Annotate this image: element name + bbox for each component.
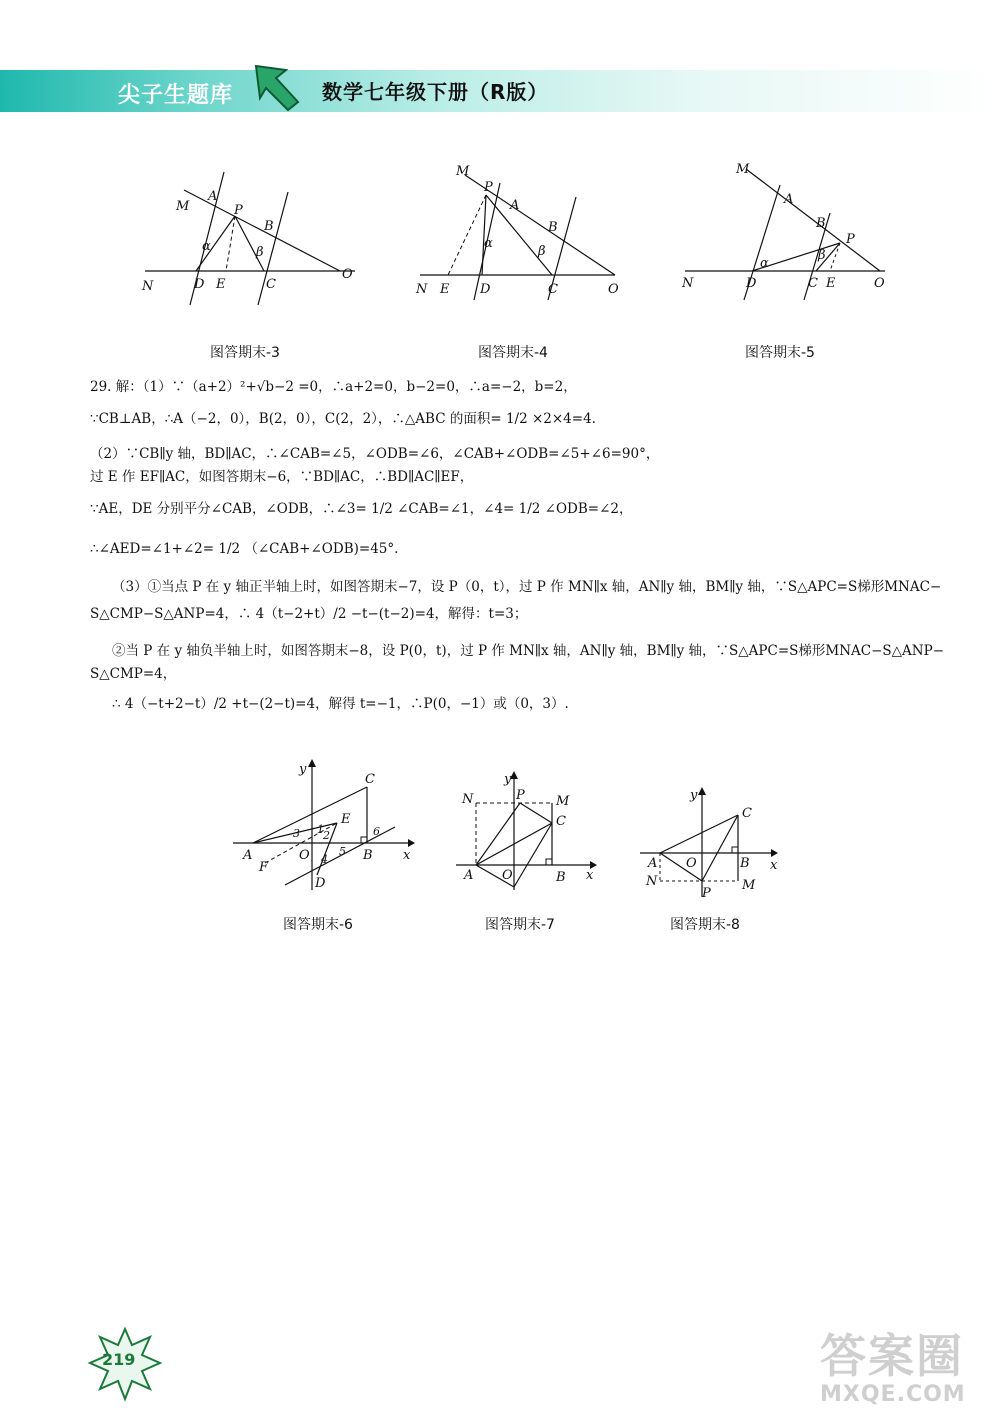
figure-final-8 <box>638 785 788 905</box>
figure-final-3 <box>140 160 370 310</box>
label-M: M <box>736 162 750 177</box>
label-beta: β <box>256 245 264 260</box>
figure-final-7 <box>452 765 612 895</box>
label-x: x <box>770 858 778 873</box>
label-M: M <box>556 794 570 809</box>
label-O: O <box>299 848 310 863</box>
figure-caption: 图答期末-4 <box>478 345 548 361</box>
solution-line-10: S△CMP=4， <box>90 666 177 682</box>
label-O: O <box>502 868 513 883</box>
label-B: B <box>740 856 750 871</box>
label-y: y <box>504 772 512 787</box>
label-D: D <box>480 282 491 297</box>
label-C: C <box>556 814 566 829</box>
brand-title: 尖子生题库 <box>118 83 234 108</box>
label-alpha: α <box>760 256 769 271</box>
label-E: E <box>440 282 450 297</box>
label-C: C <box>548 282 558 297</box>
watermark-logo: 答案圈 <box>820 1329 964 1383</box>
label-A: A <box>510 198 520 213</box>
page-number: 219 <box>102 1350 136 1369</box>
label-beta: β <box>538 244 546 259</box>
label-D: D <box>746 276 757 291</box>
label-6: 6 <box>373 825 380 838</box>
label-D: D <box>194 277 205 292</box>
label-y: y <box>690 788 698 803</box>
figure-final-4 <box>410 155 630 305</box>
label-C: C <box>266 277 276 292</box>
label-O: O <box>342 267 353 282</box>
label-P: P <box>234 203 243 218</box>
page-header <box>0 62 1000 120</box>
label-P: P <box>846 232 855 247</box>
label-N: N <box>646 874 658 889</box>
figure-caption: 图答期末-7 <box>485 917 555 933</box>
label-B: B <box>264 219 274 234</box>
label-D: D <box>315 876 326 891</box>
solution-line-1: 29. 解：（1）∵（a+2）²+√b−2 =0，∴a+2=0，b−2=0，∴a=−2，b=2， <box>90 379 577 395</box>
book-title: 数学七年级下册（R版） <box>322 80 549 104</box>
label-C: C <box>365 772 375 787</box>
label-P: P <box>516 788 525 803</box>
solution-line-8: S△CMP−S△ANP=4，∴ 4（t−2+t）/2 −t−(t−2)=4，解得：t=3； <box>90 606 528 622</box>
label-N: N <box>682 276 694 291</box>
label-2: 2 <box>323 829 330 842</box>
label-alpha: α <box>202 239 211 254</box>
figure-caption: 图答期末-3 <box>210 345 280 361</box>
solution-line-5: ∵AE，DE 分别平分∠CAB，∠ODB，∴∠3= 1/2 ∠CAB=∠1，∠4= 1/2 ∠ODB=∠2， <box>90 501 633 517</box>
label-3: 3 <box>293 827 300 840</box>
label-A: A <box>208 189 218 204</box>
label-B: B <box>548 220 558 235</box>
label-A: A <box>243 848 253 863</box>
label-1: 1 <box>317 823 324 836</box>
label-N: N <box>462 792 474 807</box>
label-P: P <box>702 886 711 901</box>
label-F: F <box>259 860 269 875</box>
solution-line-11: ∴ 4（−t+2−t）/2 +t−(2−t)=4，解得 t=−1，∴P(0，−1）或（0，3）. <box>112 696 569 712</box>
label-y: y <box>299 762 307 777</box>
label-O: O <box>686 856 697 871</box>
figure-final-6 <box>225 755 425 895</box>
figure-final-5 <box>680 155 900 305</box>
figure-caption: 图答期末-6 <box>283 917 353 933</box>
solution-line-2: ∵CB⊥AB，∴A（−2，0），B(2，0），C(2，2），∴△ABC 的面积= 1/2 ×2×4=4. <box>90 411 596 427</box>
watermark-url: MXQE.COM <box>820 1382 966 1407</box>
solution-line-3: （2）∵CB∥y 轴，BD∥AC，∴∠CAB=∠5，∠ODB=∠6，∠CAB+∠ODB=∠5+∠6=90°， <box>90 446 660 462</box>
label-A: A <box>648 856 658 871</box>
label-alpha: α <box>484 236 493 251</box>
figure-caption: 图答期末-5 <box>745 345 815 361</box>
label-M: M <box>742 878 756 893</box>
label-5: 5 <box>339 845 346 858</box>
label-B: B <box>556 870 566 885</box>
label-C: C <box>808 276 818 291</box>
figure-caption: 图答期末-8 <box>670 917 740 933</box>
arrow-icon <box>252 62 304 114</box>
label-E: E <box>216 277 226 292</box>
label-A: A <box>464 868 474 883</box>
label-B: B <box>363 848 373 863</box>
label-E: E <box>341 812 351 827</box>
solution-line-9: ②当 P 在 y 轴负半轴上时，如图答期末−8，设 P(0，t)，过 P 作 MN∥x 轴，AN∥y 轴，BM∥y 轴，∵S△APC=S梯形MNAC−S△ANP− <box>112 643 945 659</box>
label-O: O <box>874 276 885 291</box>
label-beta: β <box>818 248 826 263</box>
label-N: N <box>142 279 154 294</box>
label-O: O <box>608 282 619 297</box>
label-E: E <box>826 276 836 291</box>
label-M: M <box>176 199 190 214</box>
label-x: x <box>403 848 411 863</box>
label-P: P <box>484 180 493 195</box>
watermark <box>820 1320 990 1410</box>
label-C: C <box>742 806 752 821</box>
solution-line-7: （3）①当点 P 在 y 轴正半轴上时，如图答期末−7，设 P（0，t），过 P 作 MN∥x 轴，AN∥y 轴，BM∥y 轴，∵S△APC=S梯形MNAC− <box>112 579 942 595</box>
solution-line-6: ∴∠AED=∠1+∠2= 1/2 （∠CAB+∠ODB)=45°. <box>90 541 399 557</box>
solution-line-4: 过 E 作 EF∥AC，如图答期末−6，∵BD∥AC，∴BD∥AC∥EF， <box>90 469 474 485</box>
label-N: N <box>416 282 428 297</box>
label-4: 4 <box>321 853 328 866</box>
label-A: A <box>784 192 794 207</box>
label-B: B <box>816 216 826 231</box>
label-x: x <box>586 868 594 883</box>
label-M: M <box>456 164 470 179</box>
